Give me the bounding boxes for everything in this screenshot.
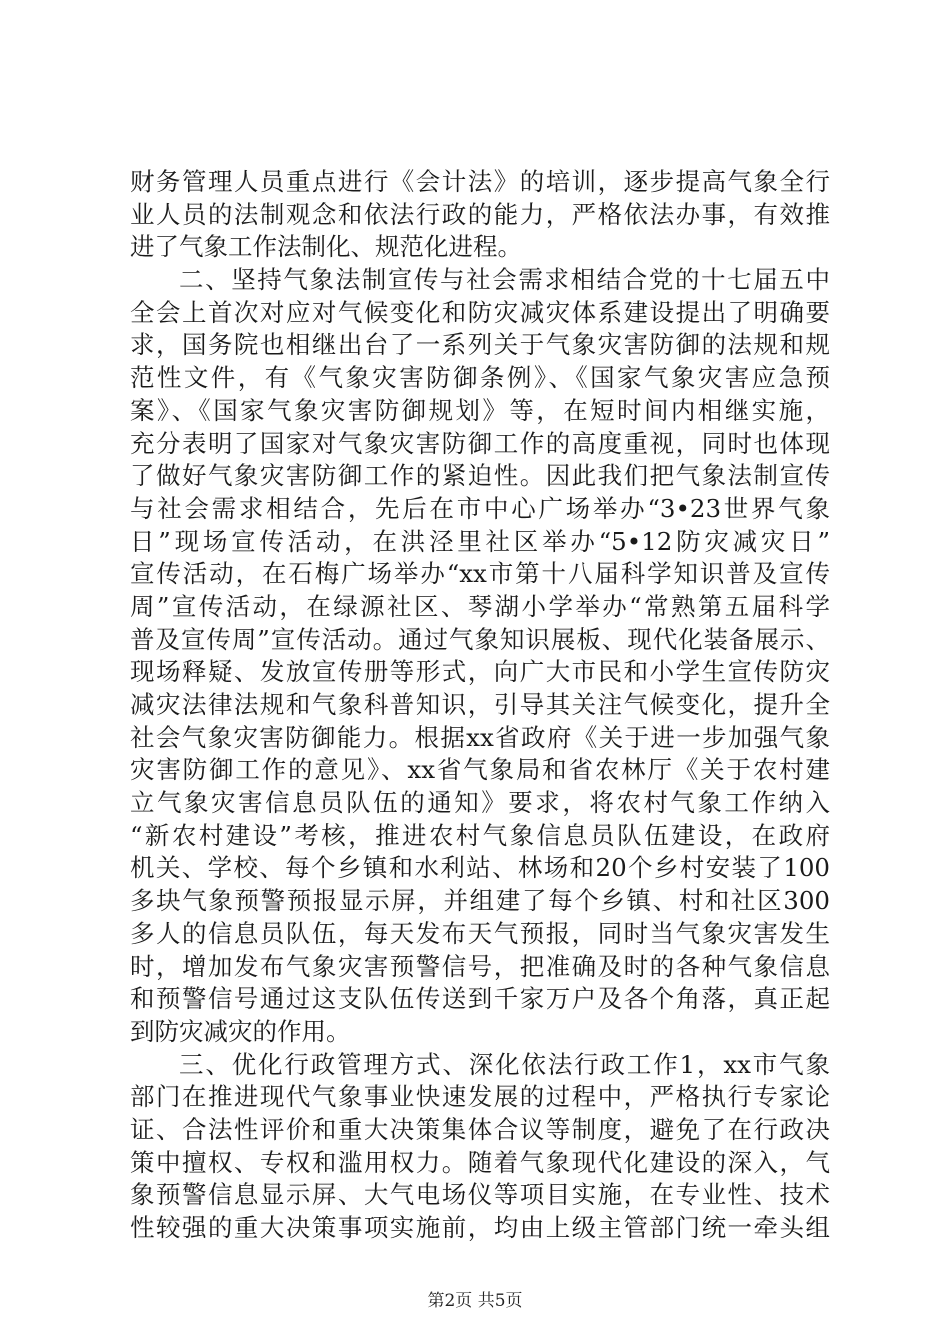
page-footer: 第2页 共5页 [427, 1291, 523, 1311]
text-line: 部门在推进现代气象事业快速发展的过程中，严格执行专家论 [130, 1082, 830, 1112]
text-line: 到防灾减灾的作用。 [130, 1016, 351, 1046]
text-line: 三、优化行政管理方式、深化依法行政工作1，xx市气象 [179, 1049, 830, 1079]
text-line: 灾害防御工作的意见》、xx省气象局和省农林厅《关于农村建 [130, 755, 830, 785]
text-line: 案》、《国家气象灾害防御规划》等，在短时间内相继实施， [130, 395, 830, 425]
text-line: 财务管理人员重点进行《会计法》的培训，逐步提高气象全行 [130, 167, 830, 196]
text-line: 立气象灾害信息员队伍的通知》要求，将农村气象工作纳入 [130, 788, 830, 818]
text-line: 性较强的重大决策事项实施前，均由上级主管部门统一牵头组 [130, 1213, 830, 1242]
text-line: 和预警信号通过这支队伍传送到千家万户及各个角落，真正起 [130, 984, 830, 1014]
text-line: “新农村建设”考核，推进农村气象信息员队伍建设，在政府 [130, 820, 830, 850]
text-line: 多人的信息员队伍，每天发布天气预报，同时当气象灾害发生 [130, 918, 830, 948]
text-line: 减灾法律法规和气象科普知识，引导其关注气候变化，提升全 [130, 690, 830, 719]
text-line: 策中擅权、专权和滥用权力。随着气象现代化建设的深入，气 [130, 1147, 830, 1177]
text-line: 普及宣传周”宣传活动。通过气象知识展板、现代化装备展示、 [130, 624, 830, 654]
document-body [130, 166, 830, 1245]
text-line: 日”现场宣传活动，在洪泾里社区举办“5•12防灾减灾日” [130, 526, 830, 556]
text-line: 证、合法性评价和重大决策集体合议等制度，避免了在行政决 [130, 1114, 830, 1144]
text-line: 全会上首次对应对气候变化和防灾减灾体系建设提出了明确要 [130, 297, 830, 327]
text-line: 象预警信息显示屏、大气电场仪等项目实施，在专业性、技术 [130, 1180, 830, 1210]
text-line: 求，国务院也相继出台了一系列关于气象灾害防御的法规和规 [130, 330, 830, 360]
text-line: 业人员的法制观念和依法行政的能力，严格依法办事，有效推 [130, 199, 830, 229]
text-line: 现场释疑、发放宣传册等形式，向广大市民和小学生宣传防灾 [130, 657, 830, 687]
text-line: 宣传活动，在石梅广场举办“xx市第十八届科学知识普及宣传 [130, 559, 830, 589]
text-line: 机关、学校、每个乡镇和水利站、林场和20个乡村安装了100 [130, 853, 830, 883]
text-line: 进了气象工作法制化、规范化进程。 [130, 232, 522, 262]
text-line: 充分表明了国家对气象灾害防御工作的高度重视，同时也体现 [130, 428, 830, 458]
text-line: 了做好气象灾害防御工作的紧迫性。因此我们把气象法制宣传 [130, 461, 830, 491]
text-line: 与社会需求相结合，先后在市中心广场举办“3•23世界气象 [130, 493, 830, 523]
text-line: 范性文件，有《气象灾害防御条例》、《国家气象灾害应急预 [130, 363, 830, 393]
text-line: 时，增加发布气象灾害预警信号，把准确及时的各种气象信息 [130, 951, 830, 981]
text-line: 多块气象预警预报显示屏，并组建了每个乡镇、村和社区300 [130, 886, 830, 916]
text-line: 周”宣传活动，在绿源社区、琴湖小学举办“常熟第五届科学 [130, 591, 830, 621]
text-line: 二、坚持气象法制宣传与社会需求相结合党的十七届五中 [179, 265, 830, 295]
text-line: 社会气象灾害防御能力。根据xx省政府《关于进一步加强气象 [130, 722, 830, 752]
